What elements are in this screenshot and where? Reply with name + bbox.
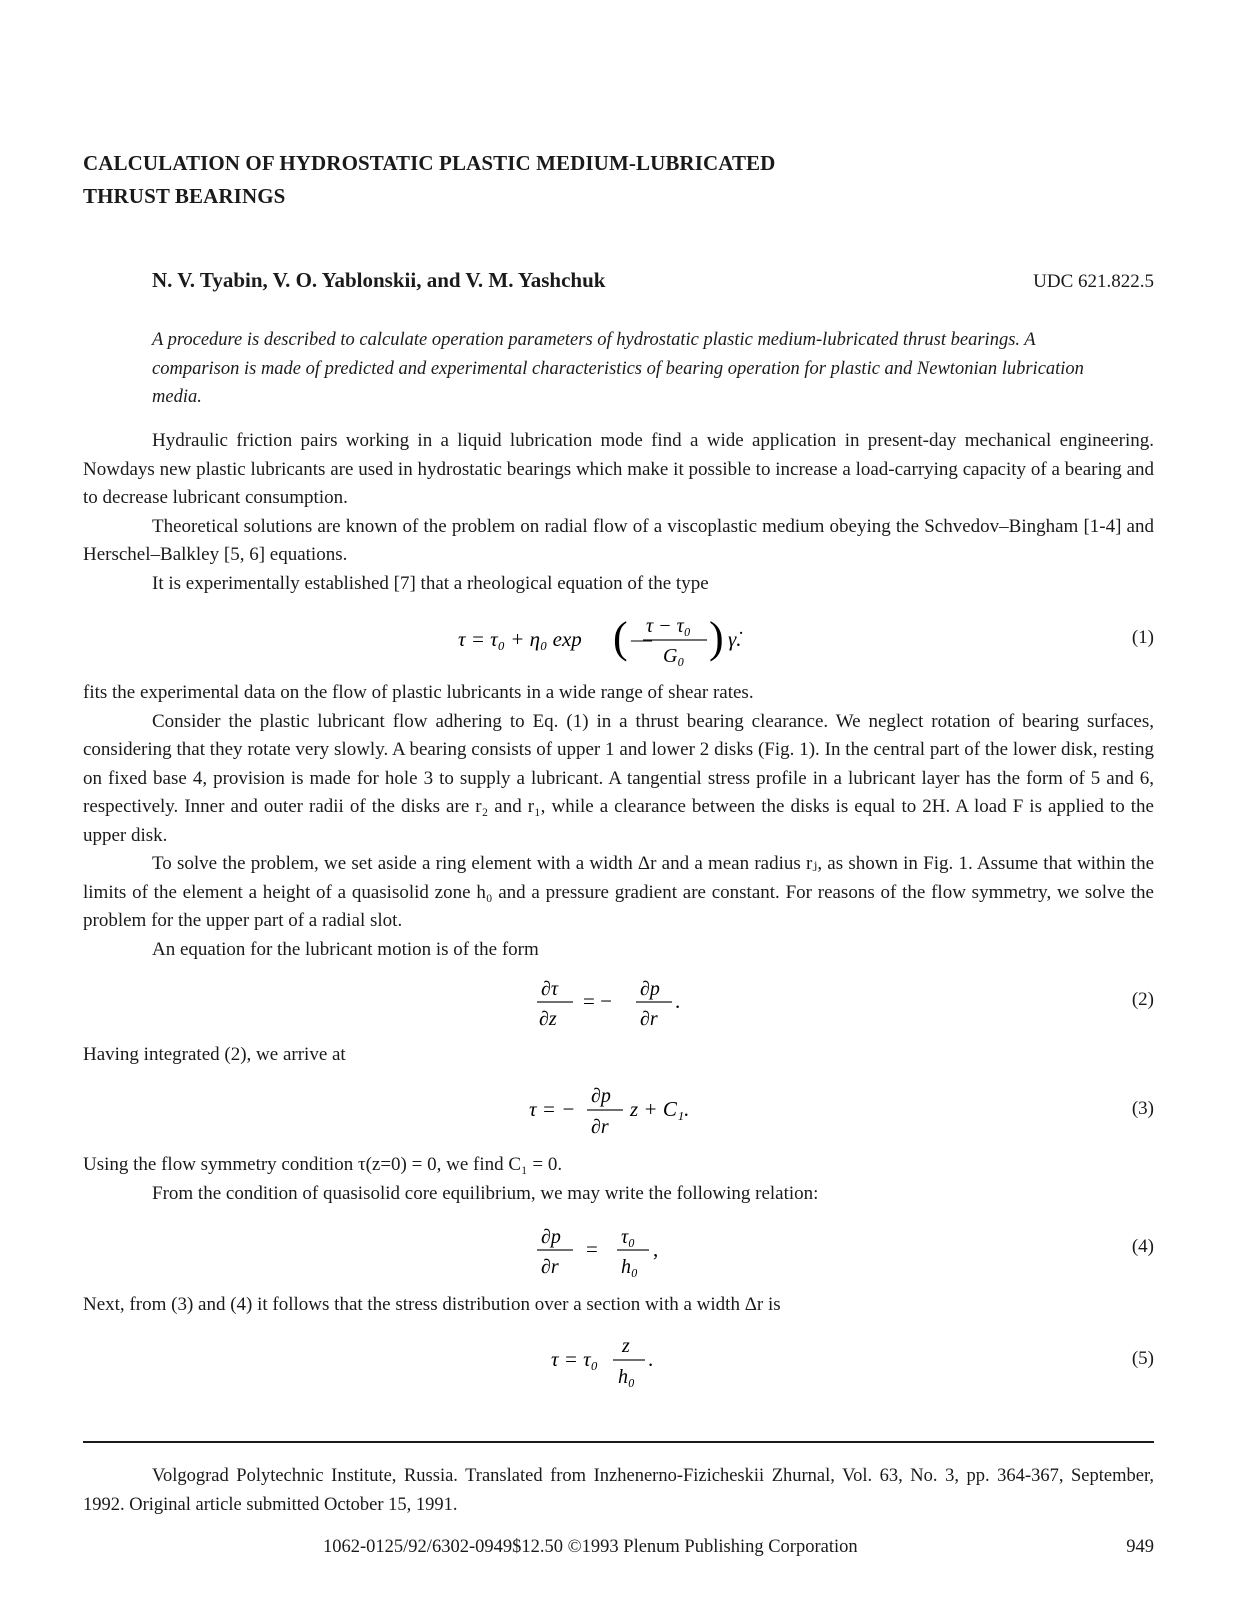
- eq5-lhs: τ = τ₀: [551, 1347, 599, 1371]
- eq1-tail: γ̇.: [728, 627, 742, 651]
- paragraph-8: Having integrated (2), we arrive at: [83, 1044, 346, 1065]
- eq1-left-paren: (: [613, 613, 628, 662]
- eq3-numerator: ∂p: [591, 1085, 611, 1107]
- equation-4-number: (4): [1131, 1236, 1154, 1257]
- paragraph-2: Theoretical solutions are known of the problem on radial flow of a viscoplastic medium obeying the Schvedov–Bingham [1-4] and Herschel–Balkley [5, 6] equations.: [83, 515, 1154, 565]
- equation-2: [83, 975, 1154, 1037]
- equation-4: [83, 1222, 1154, 1284]
- body-block-1: [83, 427, 1154, 598]
- paragraph-1: Hydraulic friction pairs working in a liquid lubrication mode find a wide application in present-day mechanical engineering. Nowdays new plastic lubricants are used in hydrostatic bearings which make it possible to increase a load-carrying capacity of a bearing and to decrease lubricant consumption.: [83, 430, 1154, 508]
- body-block-4: [83, 1151, 1154, 1208]
- udc-code: UDC 621.822.5: [1033, 271, 1154, 292]
- equation-4-svg: [83, 1222, 783, 1284]
- eq2-left-denominator: ∂z: [539, 1008, 557, 1030]
- footnote-rule: [83, 1441, 1154, 1443]
- body-block-2: [83, 679, 1154, 964]
- equation-1: [83, 610, 1154, 670]
- title-line-2: THRUST BEARINGS: [83, 184, 286, 208]
- paragraph-7: An equation for the lubricant motion is of the form: [152, 938, 539, 960]
- eq3-lhs: τ = −: [529, 1097, 576, 1121]
- eq3-denominator: ∂r: [591, 1116, 609, 1138]
- equation-3: [83, 1082, 1154, 1144]
- paragraph-4: fits the experimental data on the flow of plastic lubricants in a wide range of shear rates.: [83, 682, 754, 703]
- eq4-left-denominator: ∂r: [541, 1256, 559, 1278]
- eq4-right-numerator: τ₀: [621, 1226, 636, 1248]
- page-number: 949: [1126, 1537, 1154, 1557]
- eq2-equals: = −: [583, 989, 612, 1013]
- eq2-tail: .: [675, 989, 681, 1013]
- equation-1-number: (1): [1131, 627, 1154, 648]
- paragraph-6: To solve the problem, we set aside a ring element with a width Δr and a mean radius rⱼ, as shown in Fig. 1. Assume that within the limits of the element a height of a quasisolid zone h₀ and a pressure gradient are constant. For reasons of the flow symmetry, we solve the problem for the upper part of a radial slot.: [83, 853, 1154, 931]
- equation-2-svg: [83, 975, 783, 1037]
- paragraph-10: From the condition of quasisolid core equilibrium, we may write the following relation:: [152, 1182, 819, 1204]
- eq1-lhs: τ = τ₀ + η₀ exp: [458, 627, 582, 651]
- eq2-right-numerator: ∂p: [640, 978, 660, 1000]
- eq4-right-denominator: h₀: [621, 1256, 638, 1278]
- paragraph-5: Consider the plastic lubricant flow adhering to Eq. (1) in a thrust bearing clearance. We neglect rotation of bearing surfaces, considering that they rotate very slowly. A bearing consists of upper 1 and lower 2 disks (Fig. 1). In the central part of the lower disk, resting on fixed base 4, provision is made for hole 3 to supply a lubricant. A tangential stress profile in a lubricant layer has the form of 5 and 6, respectively. Inner and outer radii of the disks are r₂ and r₁, while a clearance between the disks is equal to 2H. A load F is applied to the upper disk.: [83, 710, 1154, 846]
- eq5-denominator: h₀: [618, 1366, 635, 1388]
- eq2-right-denominator: ∂r: [640, 1008, 658, 1030]
- body-block-5: [83, 1291, 1154, 1320]
- authors: N. V. Tyabin, V. O. Yablonskii, and V. M. Yashchuk: [152, 268, 606, 292]
- publication-line: 1062-0125/92/6302-0949$12.50 ©1993 Plenum Publishing Corporation: [323, 1537, 858, 1557]
- paragraph-9: Using the flow symmetry condition τ(z=0) = 0, we find C₁ = 0.: [83, 1154, 563, 1175]
- equation-2-number: (2): [1131, 989, 1154, 1010]
- eq5-tail: .: [648, 1347, 654, 1371]
- eq1-minus: —: [631, 627, 652, 651]
- eq5-numerator: z: [622, 1335, 630, 1357]
- equation-1-svg: [83, 610, 783, 670]
- equation-3-number: (3): [1131, 1098, 1154, 1119]
- eq1-numerator: τ − τ₀: [646, 615, 691, 637]
- eq3-tail: z + C₁.: [630, 1097, 690, 1121]
- equation-5: [83, 1332, 1154, 1394]
- eq1-denominator: G₀: [663, 645, 685, 667]
- eq2-left-numerator: ∂τ: [541, 978, 559, 1000]
- paragraph-11: Next, from (3) and (4) it follows that the stress distribution over a section with a width Δr is: [83, 1294, 781, 1315]
- footnote-text: Volgograd Polytechnic Institute, Russia. Translated from Inzhenerno-Fizicheskii Zhurnal, Vol. 63, No. 3, pp. 364-367, September, 1992. Original article submitted October 15, 1991.: [83, 1466, 1154, 1515]
- paragraph-3: It is experimentally established [7] that a rheological equation of the type: [152, 572, 709, 594]
- title-line-1: CALCULATION OF HYDROSTATIC PLASTIC MEDIUM-LUBRICATED: [83, 151, 776, 175]
- eq1-right-paren: ): [709, 613, 724, 662]
- eq4-equals: =: [586, 1237, 598, 1261]
- eq4-left-numerator: ∂p: [541, 1226, 561, 1248]
- equation-3-svg: [83, 1082, 783, 1144]
- equation-5-svg: [83, 1332, 783, 1394]
- abstract: A procedure is described to calculate operation parameters of hydrostatic plastic medium-lubricated thrust bearings. A comparison is made of predicted and experimental characteristics of bearing operation for plastic and Newtonian lubrication media.: [152, 330, 1084, 407]
- equation-5-number: (5): [1131, 1348, 1154, 1369]
- body-block-3: [83, 1041, 1154, 1070]
- footnote: [83, 1462, 1154, 1520]
- paper-title: [83, 147, 1083, 213]
- eq4-tail: ,: [653, 1237, 659, 1261]
